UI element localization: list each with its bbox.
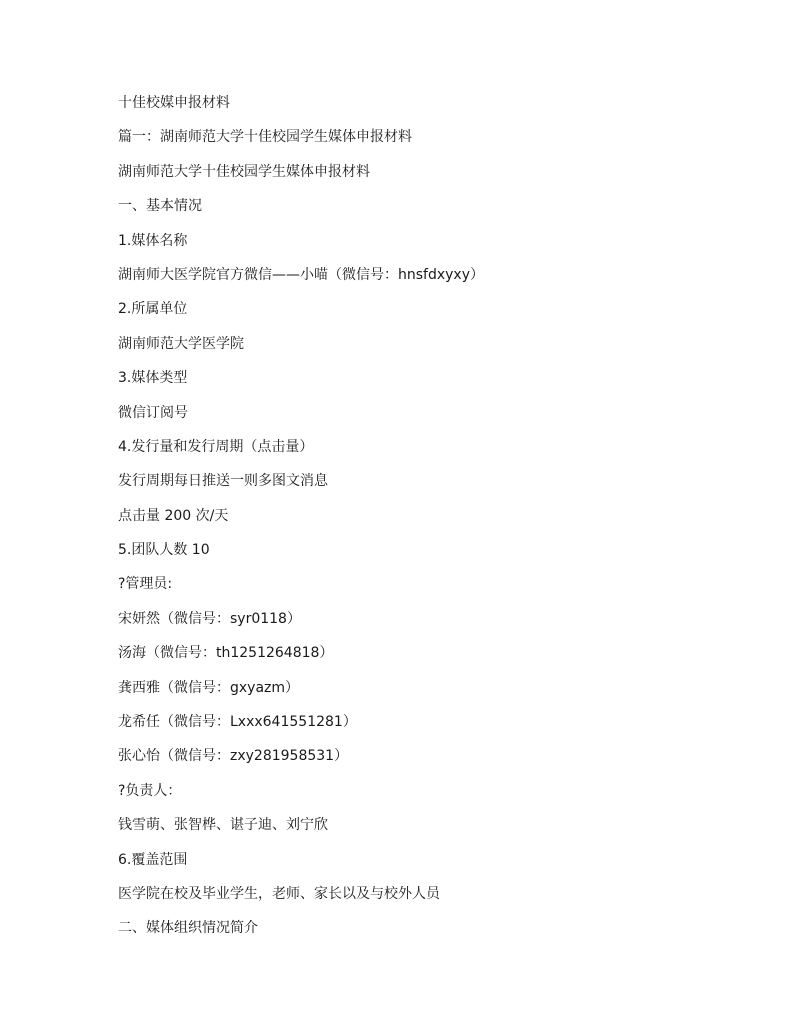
- item-heading-media-name: 1.媒体名称: [118, 232, 188, 249]
- item-text-media-name: 湖南师大医学院官方微信——小喵（微信号：hnsfdxyxy）: [118, 266, 484, 283]
- item-text-cycle: 发行周期每日推送一则多图文消息: [118, 473, 328, 490]
- section-heading-basic-info: 一、基本情况: [118, 198, 202, 215]
- admin-entry: 龙希任（微信号：Lxxx641551281）: [118, 714, 357, 731]
- admin-entry: 宋妍然（微信号：syr0118）: [118, 610, 301, 627]
- admin-entry: 龚西雅（微信号：gxyazm）: [118, 679, 300, 696]
- admin-entry: 张心怡（微信号：zxy281958531）: [118, 748, 349, 765]
- document-title: 十佳校媒申报材料: [118, 95, 230, 111]
- section-heading-organization: 二、媒体组织情况简介: [118, 920, 258, 937]
- item-heading-team-size: 5.团队人数 10: [118, 542, 210, 559]
- item-text-affiliation: 湖南师范大学医学院: [118, 335, 244, 352]
- article-heading: 篇一：湖南师范大学十佳校园学生媒体申报材料: [118, 129, 412, 146]
- article-subtitle: 湖南师范大学十佳校园学生媒体申报材料: [118, 163, 370, 180]
- subheading-admins: ?管理员:: [118, 576, 173, 593]
- item-text-media-type: 微信订阅号: [118, 404, 188, 421]
- item-heading-media-type: 3.媒体类型: [118, 370, 188, 387]
- item-heading-coverage: 6.覆盖范围: [118, 851, 188, 868]
- item-heading-affiliation: 2.所属单位: [118, 301, 188, 318]
- subheading-leaders: ?负责人：: [118, 782, 182, 799]
- item-text-coverage: 医学院在校及毕业学生，老师、家长以及与校外人员: [118, 885, 440, 902]
- item-text-clicks: 点击量 200 次/天: [118, 507, 229, 524]
- item-heading-circulation: 4.发行量和发行周期（点击量）: [118, 438, 314, 455]
- document-body: [118, 92, 758, 952]
- admin-entry: 汤海（微信号：th1251264818）: [118, 645, 334, 662]
- leaders-list: 钱雪萌、张智桦、谌子迪、刘宁欣: [118, 817, 328, 834]
